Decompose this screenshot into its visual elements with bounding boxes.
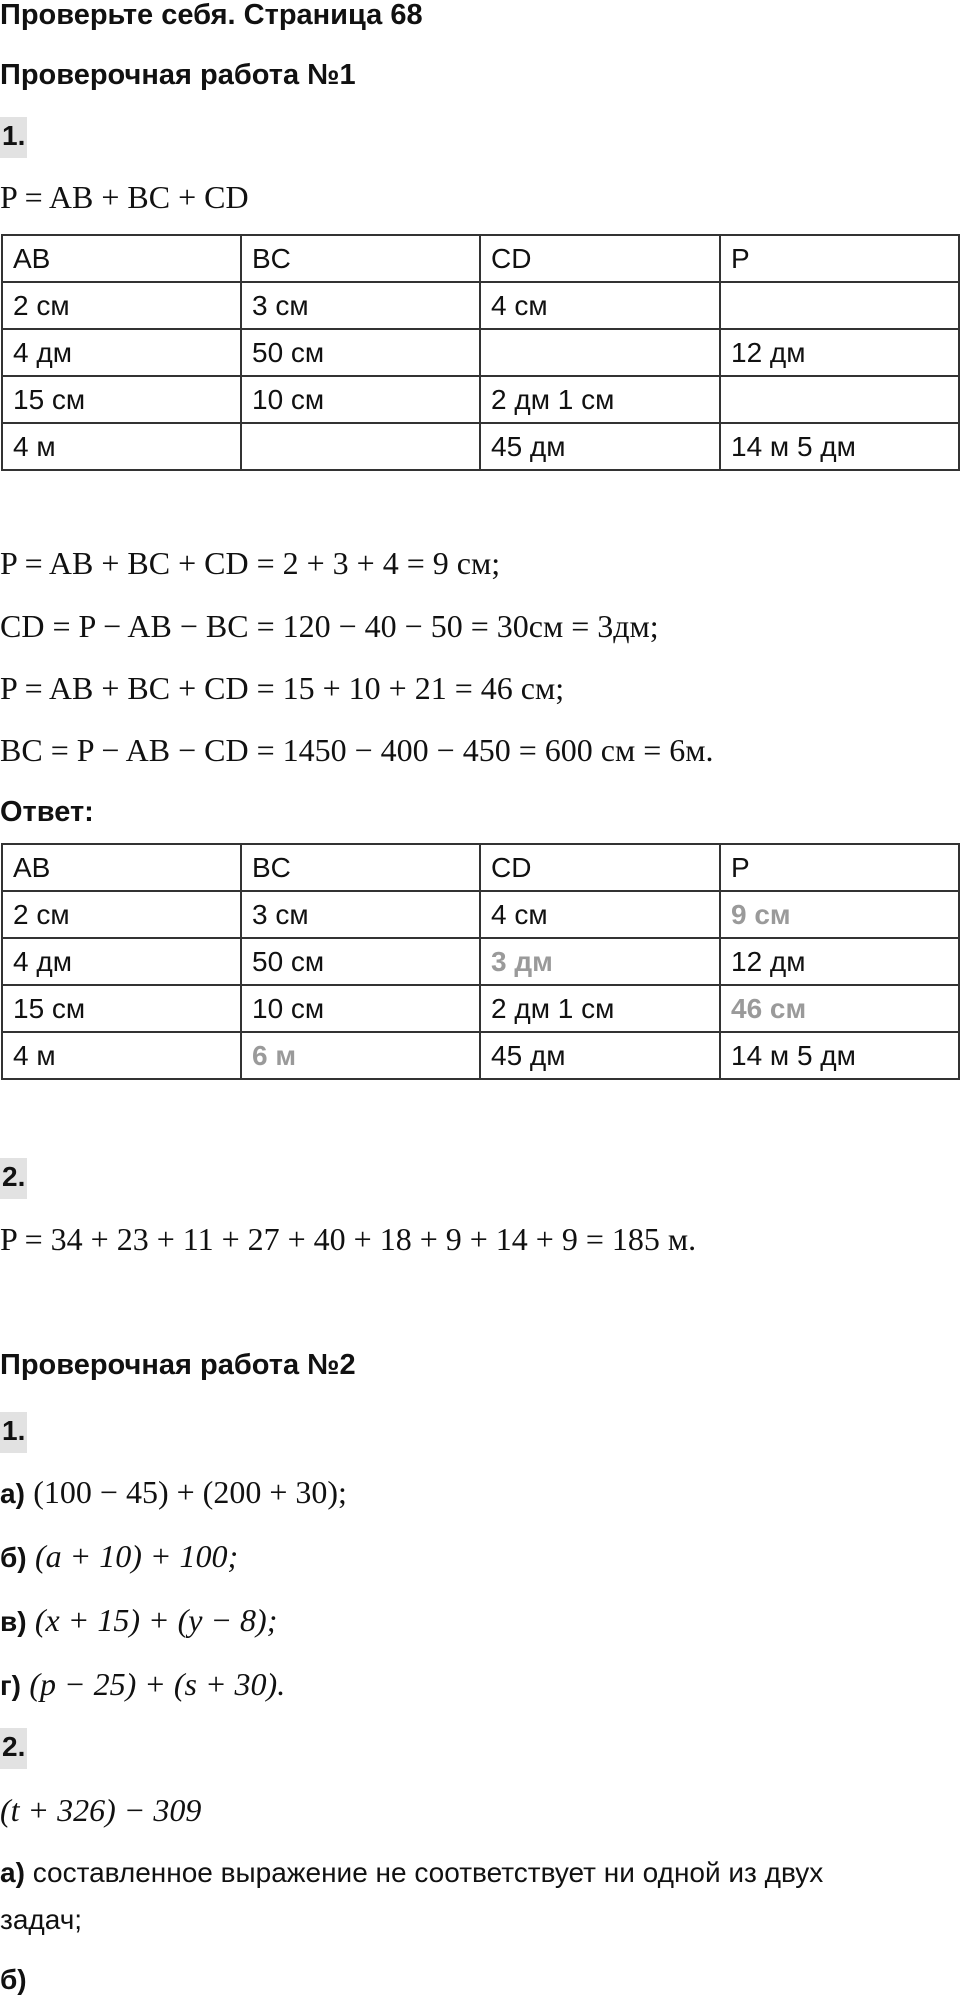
answer-item-a-continued: задач;	[0, 1904, 83, 1935]
table-header-cell: AB	[2, 235, 241, 282]
item-label: а)	[0, 1478, 25, 1509]
table-cell: 12 дм	[720, 329, 959, 376]
task-number: 2.	[0, 1158, 27, 1199]
table-cell: 2 дм 1 см	[480, 985, 720, 1032]
table-cell: 10 см	[241, 985, 480, 1032]
page-title: Проверьте себя. Страница 68	[0, 0, 423, 31]
table-cell: 2 см	[2, 891, 241, 938]
table-cell: 4 см	[480, 891, 720, 938]
item-expression: (x + 15) + (y − 8);	[34, 1602, 278, 1638]
table-header-cell: AB	[2, 844, 241, 891]
table-cell	[720, 376, 959, 423]
item-expression: (100 − 45) + (200 + 30);	[33, 1474, 347, 1510]
table-row	[2, 1032, 959, 1079]
table-cell: 4 м	[2, 423, 241, 470]
table-cell: 15 см	[2, 985, 241, 1032]
table-cell: 45 дм	[480, 423, 720, 470]
table-cell: 3 см	[241, 891, 480, 938]
table-cell-answer: 46 см	[720, 985, 959, 1032]
expression: (t + 326) − 309	[0, 1792, 202, 1828]
table-row	[2, 423, 959, 470]
work1-title: Проверочная работа №1	[0, 59, 356, 91]
question-table	[1, 234, 960, 471]
expression-item	[0, 1475, 347, 1510]
item-text: составленное выражение не соответствует ни одной из двух	[32, 1857, 824, 1888]
answer-item-a	[0, 1858, 823, 1889]
table-cell: 12 дм	[720, 938, 959, 985]
table-row	[2, 376, 959, 423]
table-cell: 45 дм	[480, 1032, 720, 1079]
table-row	[2, 891, 959, 938]
table-header-cell: P	[720, 235, 959, 282]
task-number: 1.	[0, 1412, 27, 1453]
table-row	[2, 282, 959, 329]
expression-item	[0, 1539, 238, 1574]
item-expression: (a + 10) + 100;	[34, 1538, 239, 1574]
item-label: б)	[0, 1542, 27, 1573]
expression-item	[0, 1603, 277, 1638]
table-row	[2, 329, 959, 376]
solution-line: BC = P − AB − CD = 1450 − 400 − 450 = 600 см = 6м.	[0, 732, 714, 768]
table-header-row	[2, 844, 959, 891]
table-cell: 2 см	[2, 282, 241, 329]
sum-formula: P = 34 + 23 + 11 + 27 + 40 + 18 + 9 + 14 + 9 = 185 м.	[0, 1221, 697, 1257]
work2-title: Проверочная работа №2	[0, 1349, 356, 1381]
expression-item	[0, 1667, 285, 1702]
table-cell-answer: 3 дм	[480, 938, 720, 985]
table-row	[2, 985, 959, 1032]
table-cell: 4 дм	[2, 329, 241, 376]
item-label: в)	[0, 1606, 27, 1637]
solution-line: P = AB + BC + CD = 15 + 10 + 21 = 46 см;	[0, 670, 565, 706]
table-cell: 14 м 5 дм	[720, 423, 959, 470]
answer-item-b: б)	[0, 1964, 27, 1995]
table-header-cell: P	[720, 844, 959, 891]
answer-label: Ответ:	[0, 796, 94, 828]
perimeter-formula: P = AB + BC + CD	[0, 179, 249, 215]
table-cell: 50 см	[241, 938, 480, 985]
table-header-cell: BC	[241, 235, 480, 282]
table-cell	[241, 423, 480, 470]
table-cell: 50 см	[241, 329, 480, 376]
table-header-cell: CD	[480, 235, 720, 282]
table-cell: 3 см	[241, 282, 480, 329]
table-cell: 4 м	[2, 1032, 241, 1079]
table-header-cell: CD	[480, 844, 720, 891]
table-cell: 15 см	[2, 376, 241, 423]
table-cell: 14 м 5 дм	[720, 1032, 959, 1079]
table-header-cell: BC	[241, 844, 480, 891]
table-cell-answer: 9 см	[720, 891, 959, 938]
item-label: а)	[0, 1857, 25, 1888]
solution-line: CD = P − AB − BC = 120 − 40 − 50 = 30см = 3дм;	[0, 608, 659, 644]
table-header-row	[2, 235, 959, 282]
task-number: 1.	[0, 117, 27, 158]
answer-table	[1, 843, 960, 1080]
table-cell: 4 дм	[2, 938, 241, 985]
table-cell	[480, 329, 720, 376]
table-cell-answer: 6 м	[241, 1032, 480, 1079]
table-row	[2, 938, 959, 985]
item-expression: (p − 25) + (s + 30).	[29, 1666, 286, 1702]
table-cell	[720, 282, 959, 329]
table-cell: 4 см	[480, 282, 720, 329]
task-number: 2.	[0, 1728, 27, 1769]
table-cell: 2 дм 1 см	[480, 376, 720, 423]
table-cell: 10 см	[241, 376, 480, 423]
item-label: г)	[0, 1670, 21, 1701]
solution-line: P = AB + BC + CD = 2 + 3 + 4 = 9 см;	[0, 545, 501, 581]
